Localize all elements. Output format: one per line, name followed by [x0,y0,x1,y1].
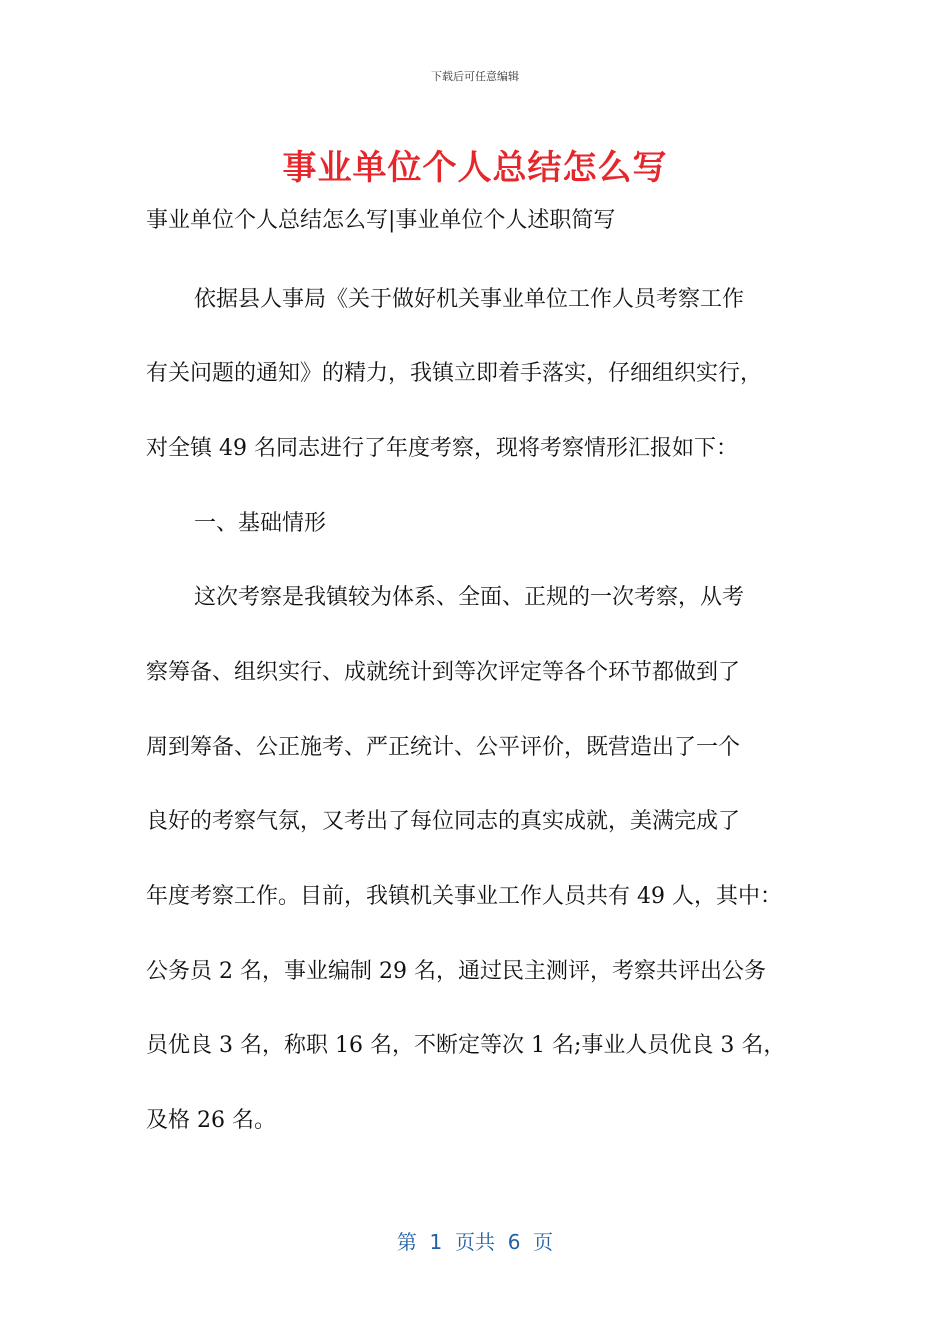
header-note: 下载后可任意编辑 [431,70,519,83]
paragraph-line-1: 依据县人事局《关于做好机关事业单位工作人员考察工作 [194,287,745,312]
paragraph-line-6: 周到筹备、公正施考、严正统计、公平评价，既营造出了一个 [146,735,741,760]
paragraph-line-4: 这次考察是我镇较为体系、全面、正规的一次考察，从考 [194,585,745,610]
paragraph-line-9: 公务员 2 名，事业编制 29 名，通过民主测评，考察共评出公务 [146,959,766,984]
section-heading: 一、基础情形 [194,511,327,536]
paragraph-line-11: 及格 26 名。 [146,1108,276,1133]
document-title: 事业单位个人总结怎么写 [282,148,668,188]
paragraph-line-7: 良好的考察气氛，又考出了每位同志的真实成就，美满完成了 [146,809,741,834]
page-number-footer: 第 1 页共 6 页 [396,1230,554,1254]
paragraph-line-10: 员优良 3 名，称职 16 名，不断定等次 1 名;事业人员优良 3 名， [146,1033,786,1058]
paragraph-line-2: 有关问题的通知》的精力，我镇立即着手落实，仔细组织实行， [146,361,763,386]
paragraph-line-3: 对全镇 49 名同志进行了年度考察，现将考察情形汇报如下： [146,436,738,461]
document-subtitle: 事业单位个人总结怎么写|事业单位个人述职简写 [146,208,616,233]
paragraph-line-5: 察筹备、组织实行、成就统计到等次评定等各个环节都做到了 [146,660,741,685]
paragraph-line-8: 年度考察工作。目前，我镇机关事业工作人员共有 49 人，其中： [146,884,782,909]
